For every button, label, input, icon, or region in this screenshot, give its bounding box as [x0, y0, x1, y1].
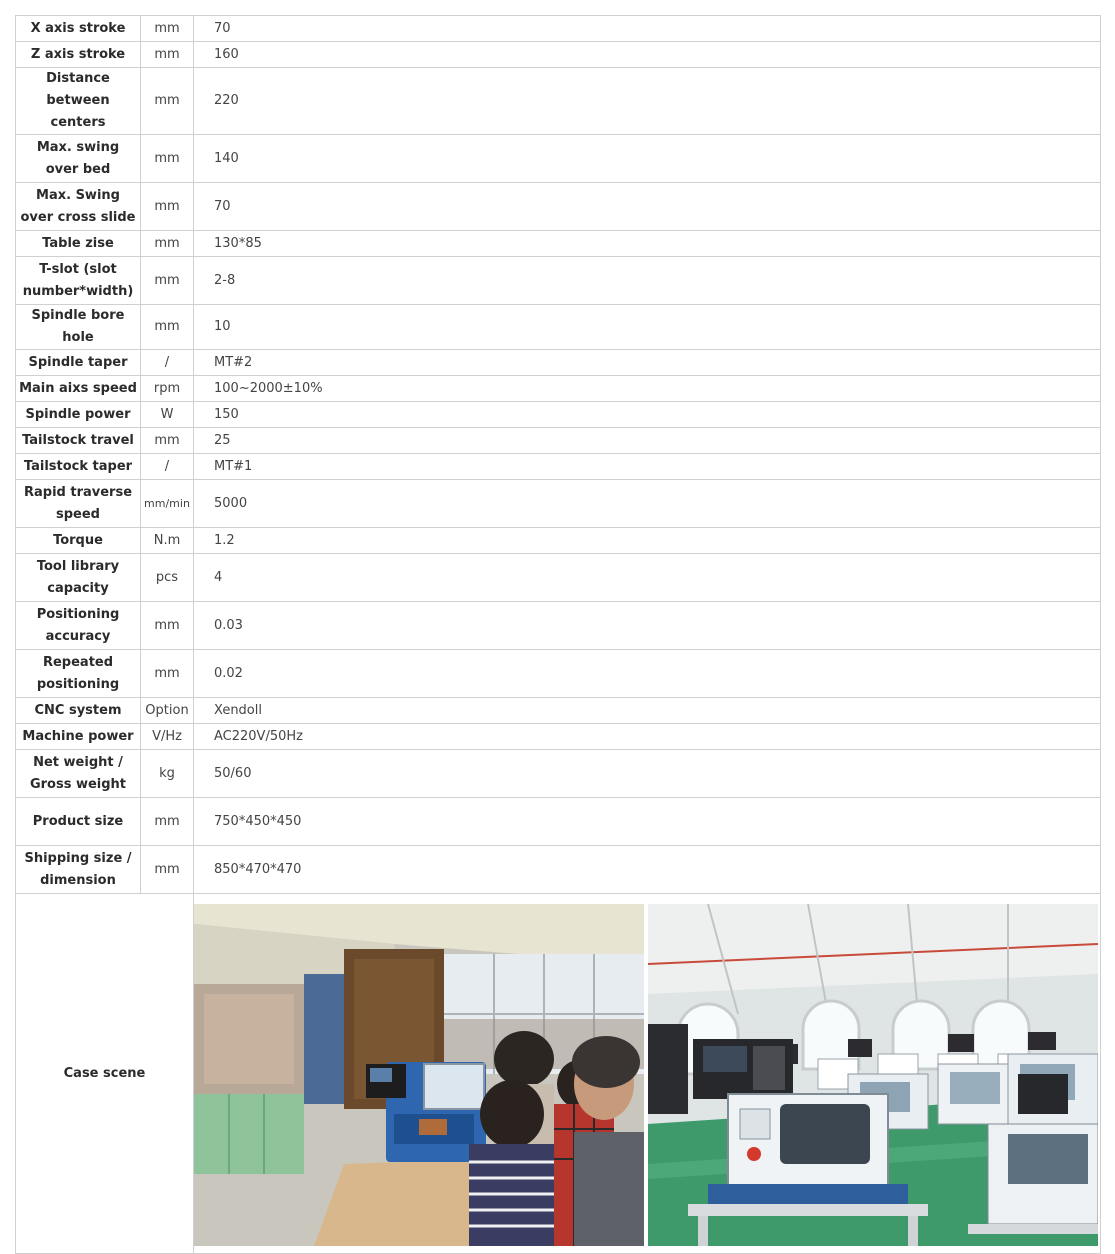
spec-name: Machine power	[16, 724, 141, 750]
table-row	[16, 480, 1101, 528]
spec-unit: V/Hz	[141, 724, 194, 750]
table-row	[16, 231, 1101, 257]
table-row	[16, 68, 1101, 135]
table-row	[16, 376, 1101, 402]
table-row	[16, 602, 1101, 650]
case-scene-photos	[194, 894, 1101, 1254]
spec-value: 25	[194, 428, 1101, 454]
table-row	[16, 724, 1101, 750]
table-row	[16, 554, 1101, 602]
table-row	[16, 428, 1101, 454]
spec-value: 50/60	[194, 750, 1101, 798]
spec-unit: mm	[141, 428, 194, 454]
spec-value: MT#1	[194, 454, 1101, 480]
spec-unit: mm	[141, 68, 194, 135]
spec-unit: mm	[141, 183, 194, 231]
spec-name: Shipping size / dimension	[16, 846, 141, 894]
spec-name: Distance between centers	[16, 68, 141, 135]
table-row	[16, 750, 1101, 798]
table-row	[16, 528, 1101, 554]
table-row	[16, 698, 1101, 724]
spec-unit: mm/min	[141, 480, 194, 528]
spec-value: AC220V/50Hz	[194, 724, 1101, 750]
case-scene-row	[16, 894, 1101, 1254]
spec-unit: mm	[141, 257, 194, 305]
spec-name: X axis stroke	[16, 16, 141, 42]
spec-name: Positioning accuracy	[16, 602, 141, 650]
table-row	[16, 42, 1101, 68]
spec-name: CNC system	[16, 698, 141, 724]
spec-value: 4	[194, 554, 1101, 602]
table-row	[16, 135, 1101, 183]
spec-unit: Option	[141, 698, 194, 724]
spec-name: Spindle power	[16, 402, 141, 428]
case-scene-label: Case scene	[16, 894, 194, 1254]
spec-value: 750*450*450	[194, 798, 1101, 846]
spec-unit: mm	[141, 231, 194, 257]
spec-unit: mm	[141, 846, 194, 894]
spec-name: Z axis stroke	[16, 42, 141, 68]
spec-unit: mm	[141, 16, 194, 42]
spec-table	[15, 15, 1101, 1254]
spec-value: 100~2000±10%	[194, 376, 1101, 402]
table-row	[16, 454, 1101, 480]
spec-value: 140	[194, 135, 1101, 183]
spec-unit: mm	[141, 135, 194, 183]
spec-value: 5000	[194, 480, 1101, 528]
spec-unit: /	[141, 350, 194, 376]
table-row	[16, 257, 1101, 305]
spec-name: Tailstock travel	[16, 428, 141, 454]
spec-unit: mm	[141, 305, 194, 350]
spec-name: Repeated positioning	[16, 650, 141, 698]
spec-name: Net weight / Gross weight	[16, 750, 141, 798]
spec-value: 850*470*470	[194, 846, 1101, 894]
spec-value: 130*85	[194, 231, 1101, 257]
table-row	[16, 402, 1101, 428]
table-row	[16, 183, 1101, 231]
spec-name: Spindle taper	[16, 350, 141, 376]
spec-unit: rpm	[141, 376, 194, 402]
spec-value: 70	[194, 16, 1101, 42]
spec-name: Max. swing over bed	[16, 135, 141, 183]
spec-name: Product size	[16, 798, 141, 846]
spec-name: Spindle bore hole	[16, 305, 141, 350]
spec-unit: kg	[141, 750, 194, 798]
spec-value: 0.02	[194, 650, 1101, 698]
table-row	[16, 798, 1101, 846]
spec-value: 150	[194, 402, 1101, 428]
spec-unit: W	[141, 402, 194, 428]
spec-unit: /	[141, 454, 194, 480]
spec-value: 10	[194, 305, 1101, 350]
spec-value: 0.03	[194, 602, 1101, 650]
spec-value: Xendoll	[194, 698, 1101, 724]
spec-unit: mm	[141, 602, 194, 650]
spec-unit: mm	[141, 798, 194, 846]
table-row	[16, 305, 1101, 350]
spec-name: Rapid traverse speed	[16, 480, 141, 528]
spec-name: Main aixs speed	[16, 376, 141, 402]
spec-unit: pcs	[141, 554, 194, 602]
table-row	[16, 846, 1101, 894]
spec-name: Table zise	[16, 231, 141, 257]
photo-classroom-demo	[194, 904, 644, 1246]
spec-unit: mm	[141, 42, 194, 68]
spec-value: 70	[194, 183, 1101, 231]
spec-unit: mm	[141, 650, 194, 698]
spec-value: 1.2	[194, 528, 1101, 554]
spec-value: 2-8	[194, 257, 1101, 305]
spec-name: Torque	[16, 528, 141, 554]
spec-value: 220	[194, 68, 1101, 135]
spec-unit: N.m	[141, 528, 194, 554]
table-row	[16, 650, 1101, 698]
spec-name: T-slot (slot number*width)	[16, 257, 141, 305]
spec-value: MT#2	[194, 350, 1101, 376]
spec-name: Max. Swing over cross slide	[16, 183, 141, 231]
photo-workshop-machines	[648, 904, 1098, 1246]
spec-value: 160	[194, 42, 1101, 68]
table-row	[16, 16, 1101, 42]
spec-name: Tool library capacity	[16, 554, 141, 602]
spec-name: Tailstock taper	[16, 454, 141, 480]
table-row	[16, 350, 1101, 376]
